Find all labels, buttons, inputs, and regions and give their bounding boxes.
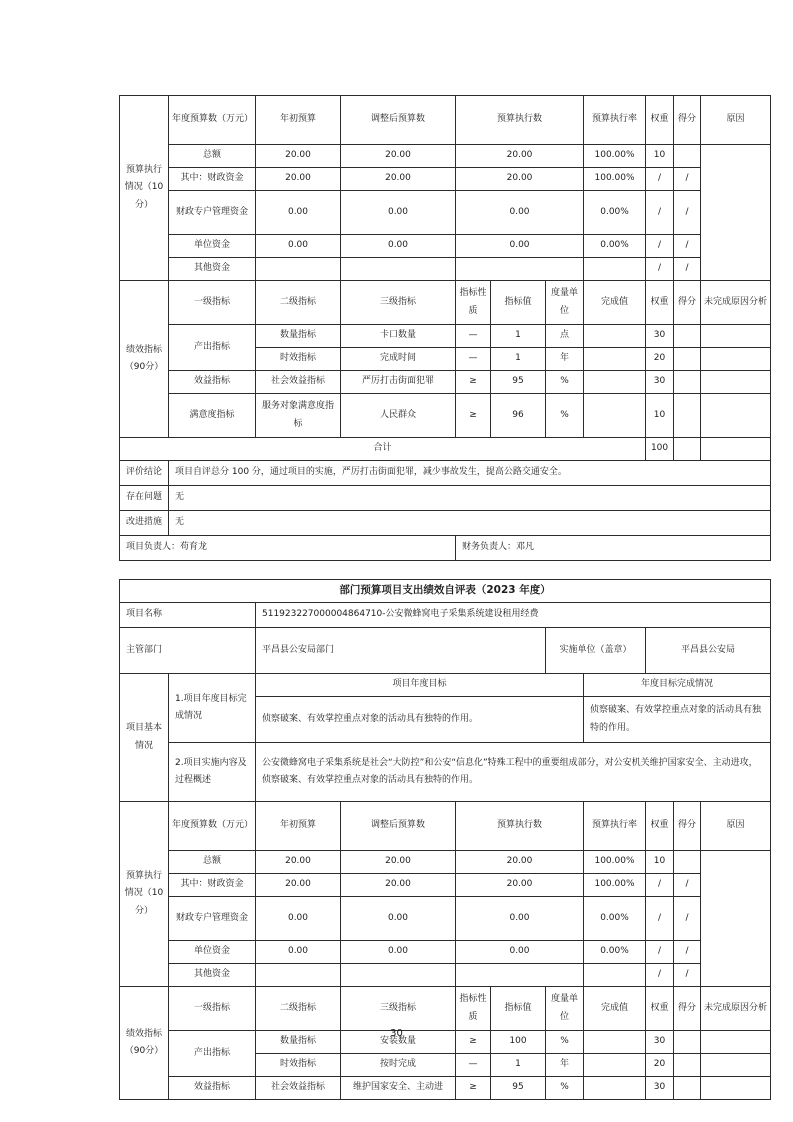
budget-header-annual: 年度预算数（万元） — [169, 802, 256, 851]
project-name-value: 511923227000004864710-公安微蜂窝电子采集系统建设租用经费 — [256, 603, 771, 628]
budget-cell: 0.00 — [256, 941, 341, 964]
budget-section-label: 预算执行情况（10分） — [120, 96, 169, 281]
perf-cell-l3: 严厉打击街面犯罪 — [341, 371, 456, 394]
basic-info-label: 项目基本情况 — [120, 674, 169, 802]
budget-row-label: 单位资金 — [169, 235, 256, 258]
perf-header-l1: 一级指标 — [169, 987, 256, 1031]
perf-header-value: 指标值 — [491, 987, 546, 1031]
perf-cell-nature: ≥ — [456, 394, 491, 438]
perf-cell-weight: 10 — [646, 394, 674, 438]
perf-cell-l1: 产出指标 — [169, 325, 256, 371]
goal-header: 项目年度目标 — [256, 674, 584, 697]
perf-cell-done — [584, 348, 646, 371]
budget-cell — [584, 258, 646, 281]
problems-text: 无 — [169, 486, 771, 511]
budget-cell: / — [674, 191, 701, 235]
budget-cell: 20.00 — [256, 851, 341, 874]
perf-cell-value: 96 — [491, 394, 546, 438]
budget-cell: / — [646, 191, 674, 235]
conclusion-text: 项目自评总分 100 分，通过项目的实施，严厉打击街面犯罪，减少事故发生，提高公路交通安全。 — [169, 461, 771, 486]
budget-cell — [674, 145, 701, 168]
perf-cell-score — [674, 1054, 701, 1077]
perf-cell-value: 1 — [491, 1054, 546, 1077]
perf-cell-unit: 年 — [546, 1054, 584, 1077]
perf-cell-weight: 30 — [646, 371, 674, 394]
perf-cell-l1: 效益指标 — [169, 371, 256, 394]
budget-cell: 0.00 — [456, 191, 584, 235]
budget-cell: 0.00 — [456, 235, 584, 258]
perf-cell-nature: ≥ — [456, 1077, 491, 1100]
budget-header-rate: 预算执行率 — [584, 96, 646, 145]
perf-total-label: 合计 — [120, 438, 646, 461]
impl-text: 公安微蜂窝电子采集系统是社会“大防控”和公安“信息化”特殊工程中的重要组成部分，对公安机关维护国家安全、主动进攻，侦察破案、有效掌控重点对象的活动具有独特的作用。 — [256, 743, 771, 802]
budget-cell: / — [646, 258, 674, 281]
budget-header-reason: 原因 — [701, 96, 771, 145]
finance-leader: 财务负责人：邓凡 — [456, 536, 771, 561]
improve-text: 无 — [169, 511, 771, 536]
table-title: 部门预算项目支出绩效自评表（2023 年度） — [120, 580, 771, 603]
perf-cell-l1: 产出指标 — [169, 1031, 256, 1077]
perf-cell-l2: 时效指标 — [256, 1054, 341, 1077]
perf-header-weight: 权重 — [646, 987, 674, 1031]
project-leader: 项目负责人：苟育龙 — [120, 536, 456, 561]
perf-cell-done — [584, 1054, 646, 1077]
perf-header-score: 得分 — [674, 987, 701, 1031]
perf-cell-weight: 20 — [646, 1054, 674, 1077]
perf-cell-unit: % — [546, 1077, 584, 1100]
perf-cell-l3: 安装数量 — [341, 1031, 456, 1054]
perf-total-reason — [701, 438, 771, 461]
budget-cell: 100.00% — [584, 874, 646, 897]
perf-header-l2: 二级指标 — [256, 987, 341, 1031]
perf-cell-unit: 年 — [546, 348, 584, 371]
perf-header-reason: 未完成原因分析 — [701, 987, 771, 1031]
perf-cell-done — [584, 325, 646, 348]
budget-reason-cell — [701, 145, 771, 281]
perf-cell-reason — [701, 394, 771, 438]
self-eval-table-2023 — [119, 579, 771, 1100]
budget-cell — [256, 258, 341, 281]
perf-cell-l3: 完成时间 — [341, 348, 456, 371]
budget-section-label: 预算执行情况（10分） — [120, 802, 169, 987]
budget-cell: / — [674, 941, 701, 964]
budget-cell — [456, 258, 584, 281]
budget-header-score: 得分 — [674, 96, 701, 145]
project-name-label: 项目名称 — [120, 603, 256, 628]
perf-header-unit: 度量单位 — [546, 987, 584, 1031]
perf-header-l2: 二级指标 — [256, 281, 341, 325]
budget-cell: 0.00 — [456, 897, 584, 941]
budget-cell: 20.00 — [456, 168, 584, 191]
budget-cell: 20.00 — [456, 145, 584, 168]
problems-label: 存在问题 — [120, 486, 169, 511]
perf-cell-score — [674, 1077, 701, 1100]
improve-label: 改进措施 — [120, 511, 169, 536]
perf-cell-done — [584, 371, 646, 394]
perf-cell-l3: 卡口数量 — [341, 325, 456, 348]
perf-cell-score — [674, 371, 701, 394]
budget-cell: 20.00 — [256, 145, 341, 168]
budget-cell: / — [646, 168, 674, 191]
page-content — [119, 95, 772, 1100]
perf-cell-unit: % — [546, 371, 584, 394]
budget-cell: 0.00 — [256, 235, 341, 258]
budget-cell: 0.00 — [341, 897, 456, 941]
budget-cell: 100.00% — [584, 145, 646, 168]
perf-header-weight: 权重 — [646, 281, 674, 325]
perf-cell-l2: 数量指标 — [256, 325, 341, 348]
unit-label: 实施单位（盖章） — [546, 628, 646, 674]
budget-header-executed: 预算执行数 — [456, 802, 584, 851]
perf-cell-value: 100 — [491, 1031, 546, 1054]
budget-header-adjusted: 调整后预算数 — [341, 802, 456, 851]
budget-header-adjusted: 调整后预算数 — [341, 96, 456, 145]
perf-cell-l3: 人民群众 — [341, 394, 456, 438]
perf-cell-score — [674, 348, 701, 371]
goal-done-text: 侦察破案、有效掌控重点对象的活动具有独特的作用。 — [584, 697, 771, 743]
budget-cell: / — [674, 258, 701, 281]
budget-cell: / — [646, 874, 674, 897]
budget-cell: 0.00 — [341, 941, 456, 964]
perf-header-nature: 指标性质 — [456, 281, 491, 325]
budget-cell: 0.00% — [584, 235, 646, 258]
perf-cell-value: 1 — [491, 325, 546, 348]
perf-header-done: 完成值 — [584, 987, 646, 1031]
perf-cell-l1: 效益指标 — [169, 1077, 256, 1100]
perf-cell-reason — [701, 348, 771, 371]
perf-header-l3: 三级指标 — [341, 281, 456, 325]
budget-header-annual: 年度预算数（万元） — [169, 96, 256, 145]
perf-cell-unit: 点 — [546, 325, 584, 348]
perf-header-reason: 未完成原因分析 — [701, 281, 771, 325]
budget-row-label: 其他资金 — [169, 258, 256, 281]
budget-cell: 20.00 — [256, 168, 341, 191]
budget-row-label: 其他资金 — [169, 964, 256, 987]
budget-cell: 20.00 — [341, 168, 456, 191]
impl-group-label: 2.项目实施内容及过程概述 — [169, 743, 256, 802]
perf-header-nature: 指标性质 — [456, 987, 491, 1031]
budget-header-initial: 年初预算 — [256, 96, 341, 145]
budget-cell — [674, 851, 701, 874]
budget-cell — [456, 964, 584, 987]
perf-cell-weight: 20 — [646, 348, 674, 371]
budget-row-label: 单位资金 — [169, 941, 256, 964]
budget-cell: 0.00 — [256, 897, 341, 941]
budget-cell: 0.00% — [584, 191, 646, 235]
budget-cell: 0.00 — [341, 235, 456, 258]
goal-done-header: 年度目标完成情况 — [584, 674, 771, 697]
perf-cell-done — [584, 1077, 646, 1100]
budget-cell — [256, 964, 341, 987]
perf-header-value: 指标值 — [491, 281, 546, 325]
budget-header-weight: 权重 — [646, 802, 674, 851]
budget-cell: 0.00 — [256, 191, 341, 235]
budget-cell: 10 — [646, 851, 674, 874]
budget-cell: 20.00 — [256, 874, 341, 897]
budget-cell — [341, 964, 456, 987]
perf-cell-l2: 社会效益指标 — [256, 1077, 341, 1100]
goal-text: 侦察破案、有效掌控重点对象的活动具有独特的作用。 — [256, 697, 584, 743]
budget-cell — [584, 964, 646, 987]
page-number: 30 — [390, 1028, 403, 1039]
perf-cell-l3: 按时完成 — [341, 1054, 456, 1077]
budget-cell: 0.00 — [456, 941, 584, 964]
budget-cell: / — [646, 235, 674, 258]
budget-row-label: 其中：财政资金 — [169, 874, 256, 897]
budget-row-label: 总额 — [169, 145, 256, 168]
budget-cell: 20.00 — [456, 874, 584, 897]
perf-cell-reason — [701, 325, 771, 348]
budget-cell: / — [646, 964, 674, 987]
budget-cell: / — [646, 897, 674, 941]
budget-header-executed: 预算执行数 — [456, 96, 584, 145]
conclusion-label: 评价结论 — [120, 461, 169, 486]
perf-cell-value: 95 — [491, 1077, 546, 1100]
budget-cell: 20.00 — [341, 145, 456, 168]
budget-cell — [341, 258, 456, 281]
dept-value: 平昌县公安局部门 — [256, 628, 546, 674]
perf-cell-weight: 30 — [646, 325, 674, 348]
perf-cell-weight: 30 — [646, 1077, 674, 1100]
budget-header-score: 得分 — [674, 802, 701, 851]
budget-reason-cell — [701, 851, 771, 987]
perf-cell-l2: 时效指标 — [256, 348, 341, 371]
perf-cell-reason — [701, 1077, 771, 1100]
budget-cell: / — [674, 235, 701, 258]
budget-cell: / — [674, 897, 701, 941]
perf-cell-reason — [701, 1054, 771, 1077]
budget-cell: 0.00% — [584, 941, 646, 964]
unit-value: 平昌县公安局 — [646, 628, 771, 674]
perf-cell-done — [584, 394, 646, 438]
budget-cell: 10 — [646, 145, 674, 168]
perf-cell-l2: 服务对象满意度指标 — [256, 394, 341, 438]
perf-cell-value: 95 — [491, 371, 546, 394]
budget-cell: / — [674, 874, 701, 897]
budget-cell: / — [646, 941, 674, 964]
perf-cell-nature: — — [456, 325, 491, 348]
budget-row-label: 总额 — [169, 851, 256, 874]
perf-cell-score — [674, 394, 701, 438]
budget-cell: / — [674, 964, 701, 987]
budget-header-reason: 原因 — [701, 802, 771, 851]
perf-header-l3: 三级指标 — [341, 987, 456, 1031]
budget-cell: 0.00 — [341, 191, 456, 235]
perf-cell-l2: 数量指标 — [256, 1031, 341, 1054]
perf-header-done: 完成值 — [584, 281, 646, 325]
budget-header-initial: 年初预算 — [256, 802, 341, 851]
perf-total-score — [674, 438, 701, 461]
perf-cell-nature: — — [456, 348, 491, 371]
perf-section-label: 绩效指标（90分） — [120, 281, 169, 438]
budget-cell: 20.00 — [456, 851, 584, 874]
perf-header-l1: 一级指标 — [169, 281, 256, 325]
perf-total-weight: 100 — [646, 438, 674, 461]
budget-row-label: 财政专户管理资金 — [169, 897, 256, 941]
perf-cell-l2: 社会效益指标 — [256, 371, 341, 394]
perf-cell-nature: ≥ — [456, 1031, 491, 1054]
perf-cell-weight: 30 — [646, 1031, 674, 1054]
perf-cell-nature: ≥ — [456, 371, 491, 394]
perf-cell-unit: % — [546, 394, 584, 438]
dept-label: 主管部门 — [120, 628, 256, 674]
perf-cell-reason — [701, 371, 771, 394]
budget-row-label: 其中：财政资金 — [169, 168, 256, 191]
budget-header-weight: 权重 — [646, 96, 674, 145]
perf-header-score: 得分 — [674, 281, 701, 325]
budget-cell: / — [674, 168, 701, 191]
budget-cell: 20.00 — [341, 851, 456, 874]
perf-cell-l1: 满意度指标 — [169, 394, 256, 438]
perf-section-label: 绩效指标（90分） — [120, 987, 169, 1100]
self-eval-table-continued — [119, 95, 771, 561]
goal-group-label: 1.项目年度目标完成情况 — [169, 674, 256, 743]
perf-cell-l3: 维护国家安全、主动进 — [341, 1077, 456, 1100]
budget-header-rate: 预算执行率 — [584, 802, 646, 851]
budget-row-label: 财政专户管理资金 — [169, 191, 256, 235]
budget-cell: 100.00% — [584, 851, 646, 874]
perf-header-unit: 度量单位 — [546, 281, 584, 325]
budget-cell: 0.00% — [584, 897, 646, 941]
perf-cell-unit: % — [546, 1031, 584, 1054]
perf-cell-nature: — — [456, 1054, 491, 1077]
perf-cell-score — [674, 325, 701, 348]
budget-cell: 20.00 — [341, 874, 456, 897]
budget-cell: 100.00% — [584, 168, 646, 191]
perf-cell-value: 1 — [491, 348, 546, 371]
